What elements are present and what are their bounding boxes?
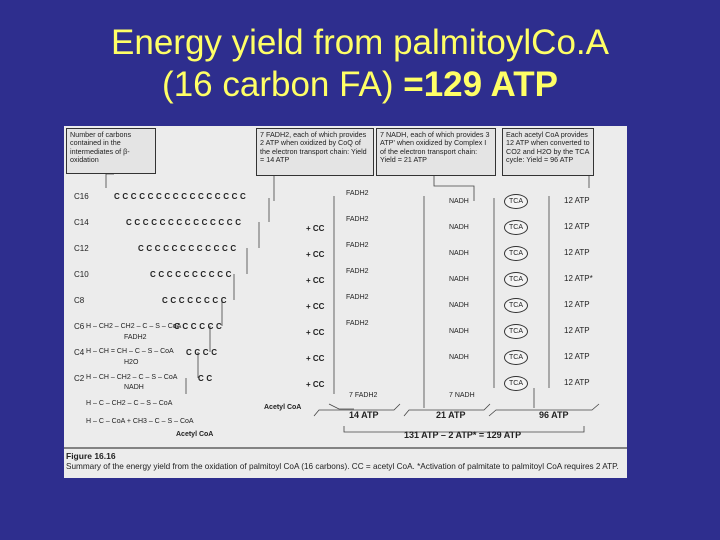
title-line-2	[0, 64, 720, 106]
row-atp: 12 ATP	[564, 222, 590, 231]
row-acetyl-cc: + CC	[306, 328, 325, 337]
slide-title	[0, 22, 720, 106]
acetyl-coa-label-2: Acetyl CoA	[264, 404, 302, 411]
row-nadh: NADH	[449, 250, 469, 257]
row-carbon-label: C12	[74, 244, 89, 253]
row-nadh: NADH	[449, 198, 469, 205]
row-tca: TCA	[504, 376, 528, 391]
row-tca: TCA	[504, 298, 528, 313]
row-tca: TCA	[504, 272, 528, 287]
mechanism-fadh2: FADH2	[124, 334, 147, 341]
sum-nadh-label: 7 NADH	[449, 392, 475, 399]
grand-total: 131 ATP – 2 ATP* = 129 ATP	[404, 430, 522, 440]
row-acetyl-cc: + CC	[306, 224, 325, 233]
row-nadh: NADH	[449, 354, 469, 361]
row-carbon-label: C2	[74, 374, 85, 383]
callout-fadh2: 7 FADH2, each of which provides 2 ATP when oxidized by CoQ of the electron transport chain: Yield = 14 ATP	[256, 128, 374, 176]
row-carbon-label: C16	[74, 192, 89, 201]
mechanism-line-4: H – C – CH2 – C – S – CoA	[86, 400, 173, 407]
row-acetyl-cc: + CC	[306, 380, 325, 389]
row-tca: TCA	[504, 246, 528, 261]
row-tca: TCA	[504, 350, 528, 365]
row-tca: TCA	[504, 220, 528, 235]
row-atp: 12 ATP*	[564, 274, 593, 283]
row-fadh2: FADH2	[346, 268, 369, 275]
total-acetyl-atp: 96 ATP	[539, 410, 569, 420]
row-tca: TCA	[504, 324, 528, 339]
acetyl-coa-label-1: Acetyl CoA	[176, 431, 214, 438]
mechanism-line-5: H – C – CoA + CH3 – C – S – CoA	[86, 418, 194, 425]
row-acetyl-cc: + CC	[306, 302, 325, 311]
row-fadh2: FADH2	[346, 216, 369, 223]
row-atp: 12 ATP	[564, 378, 590, 387]
sum-fadh2-label: 7 FADH2	[349, 392, 378, 399]
row-fadh2: FADH2	[346, 320, 369, 327]
row-carbon-chain: C C C C C C C C C C	[150, 270, 232, 279]
row-carbon-label: C4	[74, 348, 85, 357]
caption-text: Summary of the energy yield from the oxidation of palmitoyl CoA (16 carbons). CC = acetyl CoA. *Activation of palmitate to palmitoyl CoA requires 2 ATP.	[66, 462, 619, 471]
mechanism-line-2: H – CH = CH – C – S – CoA	[86, 348, 174, 355]
mechanism-h2o: H2O	[124, 359, 139, 366]
row-carbon-chain: C C C C	[186, 348, 218, 357]
mechanism-line-1: H – CH2 – CH2 – C – S – CoA	[86, 323, 182, 330]
row-acetyl-cc: + CC	[306, 250, 325, 259]
row-carbon-chain: C C C C C C C C C C C C C C	[126, 218, 242, 227]
title-line-1: Energy yield from palmitoylCo.A	[111, 23, 609, 62]
row-carbon-label: C10	[74, 270, 89, 279]
row-carbon-label: C14	[74, 218, 89, 227]
beta-oxidation-figure	[64, 126, 627, 478]
row-atp: 12 ATP	[564, 326, 590, 335]
callout-acetyl: Each acetyl CoA provides 12 ATP when converted to CO2 and H2O by the TCA cycle: Yield = 96 ATP	[502, 128, 594, 176]
row-fadh2: FADH2	[346, 294, 369, 301]
row-carbon-chain: C C	[198, 374, 213, 383]
row-fadh2: FADH2	[346, 190, 369, 197]
row-nadh: NADH	[449, 302, 469, 309]
title-line-2-text: (16 carbon FA)	[162, 65, 404, 104]
row-atp: 12 ATP	[564, 196, 590, 205]
title-line-2-bold: =129 ATP	[403, 65, 558, 104]
figure-lines	[64, 126, 627, 478]
callout-carbons: Number of carbons contained in the intermediates of β-oxidation	[66, 128, 156, 174]
row-fadh2: FADH2	[346, 242, 369, 249]
row-tca: TCA	[504, 194, 528, 209]
mechanism-nadh: NADH	[124, 384, 144, 391]
callout-nadh: 7 NADH, each of which provides 3 ATP' when oxidized by Complex I of the electron transport chain: Yield = 21 ATP	[376, 128, 496, 176]
row-carbon-chain: C C C C C C C C C C C C C C C C	[114, 192, 246, 201]
row-nadh: NADH	[449, 328, 469, 335]
row-carbon-chain: C C C C C C C C C C C C	[138, 244, 237, 253]
row-acetyl-cc: + CC	[306, 354, 325, 363]
row-carbon-chain: C C C C C C	[174, 322, 222, 331]
row-atp: 12 ATP	[564, 300, 590, 309]
carbons-callout-arrow	[106, 174, 114, 188]
row-atp: 12 ATP	[564, 248, 590, 257]
row-atp: 12 ATP	[564, 352, 590, 361]
mechanism-line-3: H – CH – CH2 – C – S – CoA	[86, 374, 178, 381]
total-fadh2-atp: 14 ATP	[349, 410, 379, 420]
row-nadh: NADH	[449, 276, 469, 283]
total-nadh-atp: 21 ATP	[436, 410, 466, 420]
row-nadh: NADH	[449, 224, 469, 231]
caption-title: Figure 16.16	[66, 451, 116, 461]
row-acetyl-cc: + CC	[306, 276, 325, 285]
row-carbon-label: C6	[74, 322, 85, 331]
row-carbon-label: C8	[74, 296, 85, 305]
row-carbon-chain: C C C C C C C C	[162, 296, 227, 305]
